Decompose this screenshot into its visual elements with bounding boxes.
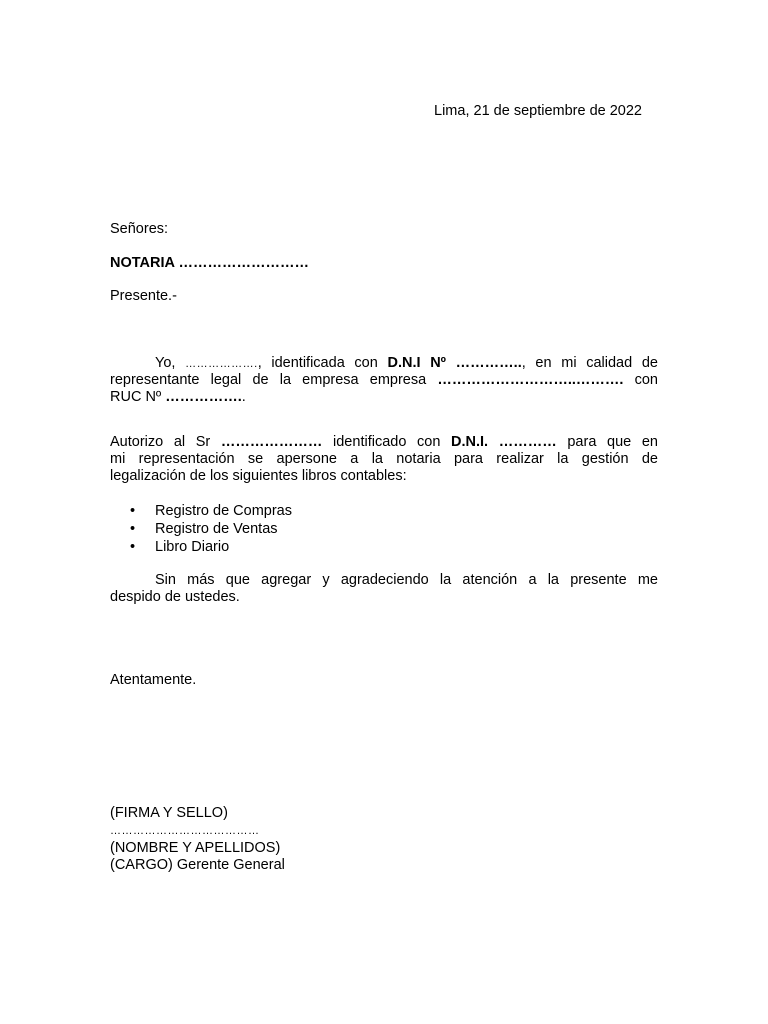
signature-cargo: (CARGO) Gerente General	[110, 857, 285, 873]
p2-line2: mi representación se apersone a la notaria para realizar la gestión de	[110, 451, 658, 467]
recipient	[110, 255, 309, 272]
signature-line: …………………………………	[110, 825, 260, 837]
list-item: • Registro de Compras	[130, 503, 292, 519]
recipient-name: NOTARIA ………………………	[110, 255, 309, 271]
list-item: • Registro de Ventas	[130, 521, 278, 537]
closing: Atentamente.	[110, 672, 197, 688]
p3-line2: despido de ustedes.	[110, 589, 240, 605]
p1-line1: Yo, ………………., identificada con D.N.I Nº ………….., en mi calidad de	[155, 355, 658, 371]
p2-line1: Autorizo al Sr ………………… identificado con D.N.I. ………… para que en	[110, 434, 658, 450]
p1-line2: representante legal de la empresa empresa ………………………..………. con	[110, 372, 658, 388]
p3-line1: Sin más que agregar y agradeciendo la atención a la presente me	[155, 572, 658, 588]
signature-firma: (FIRMA Y SELLO)	[110, 805, 228, 821]
p2-line3: legalización de los siguientes libros contables:	[110, 468, 407, 484]
letter-date: Lima, 21 de septiembre de 2022	[434, 103, 642, 119]
list-item: • Libro Diario	[130, 539, 230, 555]
p1-line3: RUC Nº ……………..	[110, 389, 246, 405]
presente: Presente.-	[110, 288, 177, 304]
book-list	[110, 502, 292, 556]
salutation: Señores:	[110, 221, 169, 237]
signature-nombre: (NOMBRE Y APELLIDOS)	[110, 840, 281, 856]
